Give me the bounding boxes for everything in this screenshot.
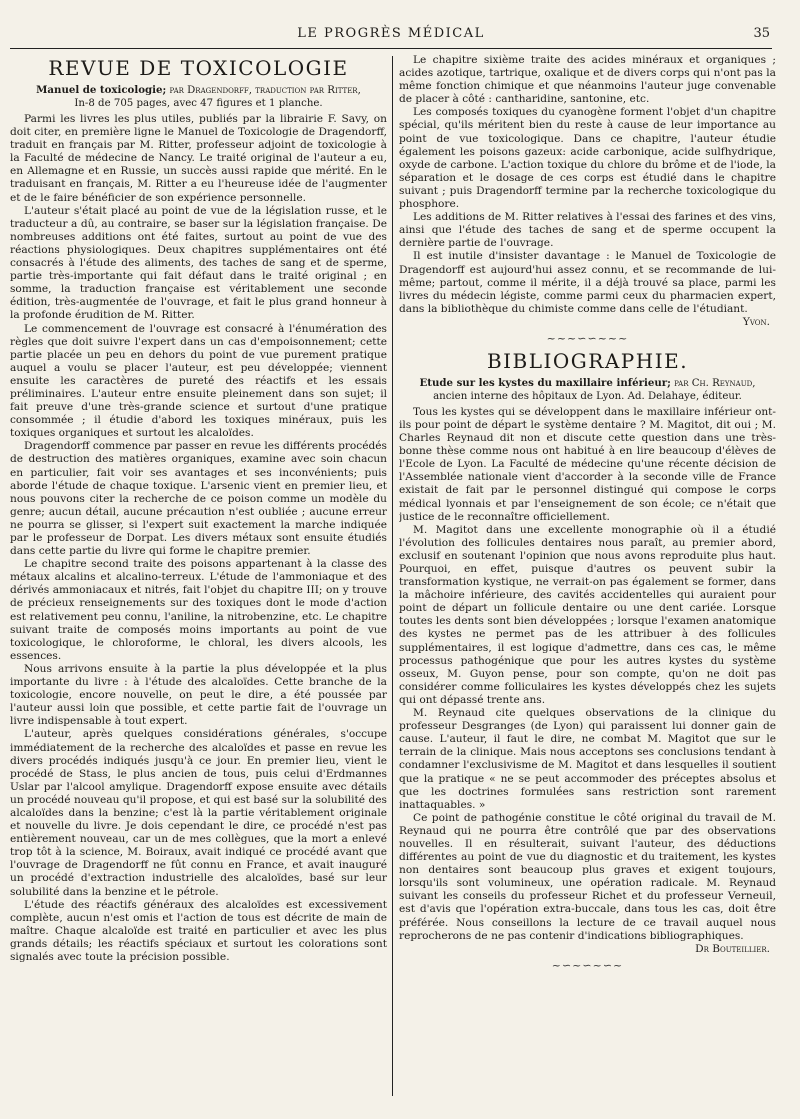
book-meta-1: par Dragendorff, traduction par Ritter, (169, 85, 361, 96)
paragraph: Le chapitre second traite des poisons appartenant à la classe des métaux alcalins et alcalino-terreux. L'étude de l'ammoniaque et des dérivés ammoniacaux et nitrés, fait l'objet du chapitre III; on y trouve de précieux renseignements sur des toxiques dont le mode d'action est relativement peu connu, l'aniline, la nitrobenzine, etc. Le chapitre suivant traite de composés moins importants au point de vue toxicologique, le chloroforme, le chloral, les divers alcools, les essences. (10, 558, 387, 662)
article-title: Etude sur les kystes du maxillaire inférieur; (419, 376, 671, 389)
paragraph: Il est inutile d'insister davantage : le Manuel de Toxicologie de Dragendorff est aujourd'hui assez connu, et se recommande de lui-même; partout, comme il mérite, il a déjà trouvé sa place, parmi les livres du médecin légiste, comme parmi ceux du pharmacien expert, dans la bibliothèque du chimiste comme dans celle de l'étudiant. (399, 250, 776, 315)
paragraph: M. Reynaud cite quelques observations de la clinique du professeur Desgranges (de Lyon) qui paraissent lui donner gain de cause. L'auteur, il faut le dire, ne combat M. Magitot que sur le terrain de la clinique. Mais nous acceptons ses conclusions tendant à condamner l'exclusivisme de M. Magitot et dans lesquelles il soutient que la pratique « ne se peut accommoder des préceptes absolus et que les doctrines formulées sans restriction sont rarement inattaquables. » (399, 707, 776, 811)
ornament-divider: ~~~∽∽~~~ (546, 331, 629, 345)
paragraph: Le chapitre sixième traite des acides minéraux et organiques ; acides azotique, tartrique, oxalique et de divers corps qui n'ont pas la même fonction chimique et que néanmoins l'auteur juge convenable de placer à côté : cantharidine, santonine, etc. (399, 54, 776, 106)
right-column (399, 54, 776, 1099)
page-number: 35 (753, 26, 770, 41)
columns (10, 54, 776, 1099)
page-header (10, 26, 772, 49)
paragraph: L'étude des réactifs généraux des alcaloïdes est excessivement complète, aucun n'est omis et l'action de tous est décrite de main de maître. Chaque alcaloïde est traité en particulier et avec les plus grands détails; les réactifs spéciaux et surtout les colorations sont signalés avec toute la précision possible. (10, 898, 387, 963)
section-title-revue: REVUE DE TOXICOLOGIE (48, 56, 349, 80)
paragraph: Dragendorff commence par passer en revue les différents procédés de destruction des matières organiques, examine avec soin chacun en particulier, fait voir ses avantages et ses inconvénients; puis aborde l'étude de chaque toxique. L'arsenic vient en premier lieu, et nous pouvons citer la recherche de ce poison comme un modèle du genre; aucun détail, aucune précaution n'est oubliée ; aucune erreur ne pourra se glisser, si l'expert suit exactement la marche indiquée par le professeur de Dorpat. Les divers métaux sont ensuite étudiés dans cette partie du livre qui forme le chapitre premier. (10, 440, 387, 558)
column-divider (392, 56, 393, 1096)
paragraph: Les composés toxiques du cyanogène forment l'objet d'un chapitre spécial, qu'ils méritent bien du reste à cause de leur importance au point de vue toxicologique. Dans ce chapitre, l'auteur étudie également les poisons gazeux: acide carbonique, acide sulfhydrique, oxyde de carbone. L'action toxique du chlore du brôme et de l'iode, la séparation et le dosage de ces corps est étudié dans le chapitre suivant ; puis Dragendorff termine par la recherche toxicologique du phosphore. (399, 106, 776, 211)
book-meta-2: In-8 de 705 pages, avec 47 figures et 1 planche. (74, 98, 323, 109)
biblio-article-title (399, 377, 776, 403)
paragraph: L'auteur, après quelques considérations générales, s'occupe immédiatement de la recherche des alcaloïdes et passe en revue les divers procédés indiqués jusqu'à ce jour. En premier lieu, vient le procédé de Stass, le plus ancien de tous, puis celui d'Erdmannes Uslar par l'alcool amylique. Dragendorff expose ensuite avec détails un procédé nouveau qu'il propose, et qui est basé sur la solubilité des alcaloïdes dans la benzine; c'est là la partie véritablement originale et nouvelle du livre. Je dois cependant le dire, ce procédé n'est pas entièrement nouveau, car un de mes collègues, que la mort a enlevé trop tôt à la science, M. Boiraux, avait indiqué ce procédé avant que l'ouvrage de Dragendorff ne fût connu en France, et avait inauguré un procédé d'extraction industrielle des alcaloïdes, basé sur leur solubilité dans la benzine et le pétrole. (10, 728, 387, 898)
signature-bouteillier: Dr Bouteillier. (695, 942, 770, 955)
review-book-title (10, 84, 387, 110)
section-title-bibliographie: BIBLIOGRAPHIE. (486, 348, 689, 373)
article-meta-1: par Ch. Reynaud, (674, 377, 756, 389)
signature-yvon: Yvon. (742, 315, 770, 328)
running-title: LE PROGRÈS MÉDICAL (297, 26, 485, 41)
book-title: Manuel de toxicologie; (36, 84, 167, 96)
paragraph: Nous arrivons ensuite à la partie la plus développée et la plus importante du livre : à l'étude des alcaloïdes. Cette branche de la toxicologie, encore nouvelle, on peut le dire, a été poussée par l'auteur aussi loin que possible, et cette partie fait de l'ouvrage un livre indispensable à tout expert. (10, 662, 387, 728)
paragraph: Le commencement de l'ouvrage est consacré à l'énumération des règles que doit suivre l'expert dans un cas d'empoisonnement; cette partie placée un peu en dehors du point de vue purement pratique auquel a voulu se placer l'auteur, est peu développée; viennent ensuite les caractères de pureté des réactifs et les essais préliminaires. L'auteur entre ensuite pleinement dans son sujet; il fait preuve d'une très-grande science et surtout d'une pratique consommée ; il étudie d'abord les toxiques minéraux, puis les toxiques organiques et surtout les alcaloïdes. (10, 322, 387, 440)
paragraph: L'auteur s'était placé au point de vue de la législation russe, et le traducteur a dû, au contraire, se baser sur la législation française. De nombreuses additions ont été faites, surtout au point de vue des réactions physiologiques. Deux chapitres supplémentaires ont été consacrés à l'étude des aliments, des taches de sang et de sperme, partie très-importante qui fait défaut dans le traité original ; en somme, la traduction française est véritablement une seconde édition, très-augmentée de l'ouvrage, et fait le plus grand honneur à la profonde érudition de M. Ritter. (10, 204, 387, 322)
paragraph: M. Magitot dans une excellente monographie où il a étudié l'évolution des follicules dentaires nous paraît, au premier abord, exclusif en soutenant l'opinion que nous avons reproduite plus haut. Pourquoi, en effet, puisque d'autres os peuvent subir la transformation kystique, ne verrait-on pas également se former, dans la mâchoire inférieure, des cavités accidentelles qui auraient pour point de départ un follicule dentaire ou une dent cariée. Lorsque toutes les dents sont bien développées ; lorsque l'examen anatomique des kystes ne permet pas de les attribuer à des follicules supplémentaires, il est logique d'admettre, dans ces cas, le même processus pathogénique que pour les autres kystes du système osseux, M. Guyon pense, pour son compte, qu'on ne doit pas considérer comme folliculaires les kystes développés chez les sujets qui ont dépassé trente ans. (399, 523, 776, 706)
ornament-divider-end: ~∽~∽~∽~ (551, 958, 624, 972)
paragraph: Tous les kystes qui se développent dans le maxillaire inférieur ont-ils pour point de départ le système dentaire ? M. Magitot, dit oui ; M. Charles Reynaud dit non et discute cette question dans une très-bonne thèse comme nous ont habitué à en lire beaucoup d'élèves de l'Ecole de Lyon. La Faculté de médecine qu'une récente décision de l'Assemblée nationale vient d'accorder à la seconde ville de France existait de fait par le personnel distingué qui compose le corps médical lyonnais et par l'enseignement de son école; ce n'était que justice de le reconnaître officiellement. (399, 405, 776, 523)
left-column (10, 54, 387, 1099)
article-meta-2: ancien interne des hôpitaux de Lyon. Ad. Delahaye, éditeur. (433, 390, 742, 402)
paragraph: Ce point de pathogénie constitue le côté original du travail de M. Reynaud qui ne pourra être contrôlé que par des observations nouvelles. Il en résulterait, suivant l'auteur, des déductions différentes au point de vue du diagnostic et du traitement, les kystes non dentaires sont beaucoup plus graves et exigent toujours, lorsqu'ils sont volumineux, une opération radicale. M. Reynaud suivant les conseils du professeur Richet et du professeur Verneuil, est d'avis que l'opération extra-buccale, dans tous les cas, doit être préférée. Nous conseillons la lecture de ce travail auquel nous reprocherons de ne pas contenir d'indications bibliographiques. (399, 811, 776, 942)
paragraph: Parmi les livres les plus utiles, publiés par la librairie F. Savy, on doit citer, en première ligne le Manuel de Toxicologie de Dragendorff, traduit en français par M. Ritter, professeur adjoint de toxicologie à la Faculté de médecine de Nancy. Le traité original de l'auteur a eu, en Allemagne et en Russie, un succès aussi rapide que mérité. En le traduisant en français, M. Ritter a eu l'heureuse idée de l'augmenter et de le faire bénéficier de son expérience personnelle. (10, 113, 387, 204)
paragraph: Les additions de M. Ritter relatives à l'essai des farines et des vins, ainsi que l'étude des taches de sang et de sperme occupent la dernière partie de l'ouvrage. (399, 211, 776, 250)
